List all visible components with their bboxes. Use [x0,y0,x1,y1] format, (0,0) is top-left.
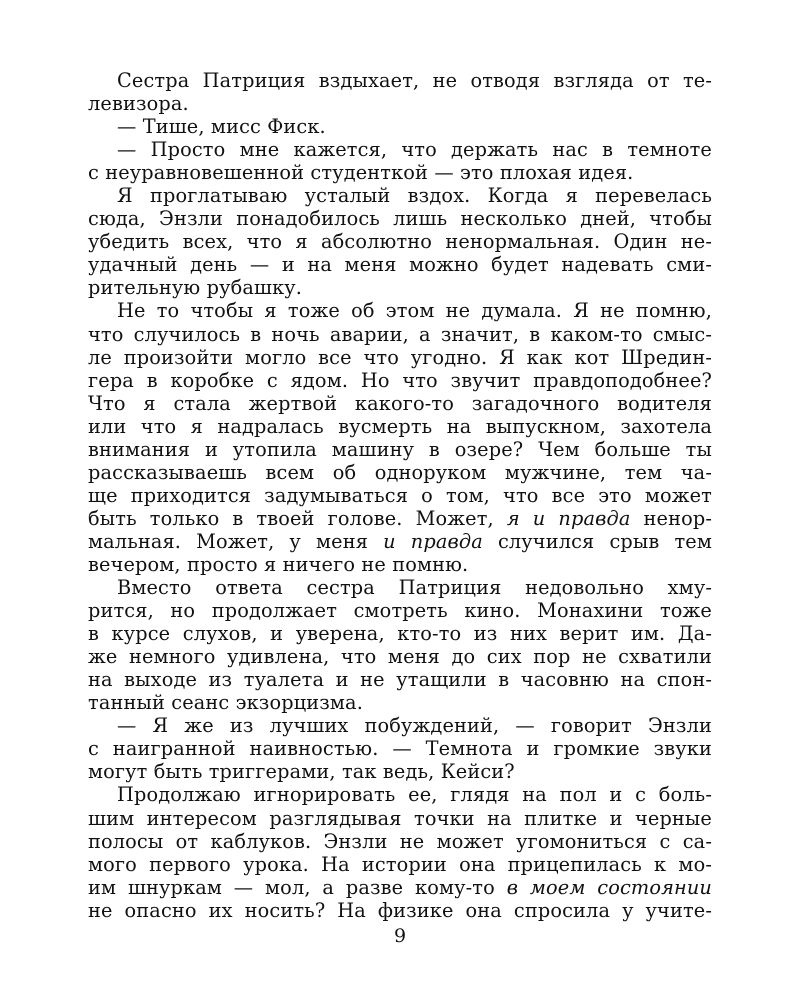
text-line: в курсе слухов, и уверена, кто-то из них верит им. Да- [88,622,712,646]
text-segment: им шнуркам — мол, а разве кому-то [88,875,507,899]
text-line: левизора. [88,92,189,116]
text-line: ще приходится задумываться о том, что все это может [88,483,712,507]
text-segment: быть только в твоей голове. Может, [88,506,507,530]
text-line: Не то чтобы я тоже об этом не думала. Я не помню, [117,299,712,323]
text-segment: ненор- [630,506,712,530]
text-line-with-italic [88,530,712,553]
text-line: ле произойти могло все что угодно. Я как кот Шредин- [88,345,712,369]
text-line-with-italic [88,876,712,899]
paragraph-3 [88,138,712,184]
text-line: мого первого урока. На истории она прицепилась к мо- [88,852,712,876]
text-line: рассказываешь всем об одноруком мужчине, тем ча- [88,460,712,484]
book-page-text [88,69,712,922]
text-line: что случилось в ночь аварии, а значит, в каком-то смыс- [88,322,712,346]
text-line: Сестра Патриция вздыхает, не отводя взгляда от те- [117,69,712,92]
paragraph-8 [88,783,712,921]
italic-phrase: я и правда [506,506,631,530]
text-line: танный сеанс экзорцизма. [88,691,363,715]
text-line: не опасно их носить? На физике она спросила у учите- [88,898,712,922]
text-line: — Тише, мисс Фиск. [117,115,326,139]
text-line: сюда, Энзли понадобилось лишь несколько дней, чтобы [88,207,712,231]
text-line: Вместо ответа сестра Патриция недовольно хму- [117,576,712,600]
text-line: с наигранной наивностью. — Темнота и громкие звуки [88,737,712,761]
italic-phrase: в моем состоянии [506,875,713,899]
text-line: внимания и утопила машину в озере? Чем больше ты [88,437,712,461]
text-segment: случился срыв тем [482,529,712,553]
text-line: же немного удивлена, что меня до сих пор не схватили [88,645,712,669]
page-number: 9 [393,925,407,947]
text-line: полосы от каблуков. Энзли не может угомониться с са- [88,829,712,853]
text-line: вечером, просто я ничего не помню. [88,552,469,576]
text-line: шим интересом разглядывая точки на плитке и черные [88,806,712,830]
text-line: Я проглатываю усталый вздох. Когда я перевелась [117,184,712,208]
text-line: на выходе из туалета и не утащили в часовню на спон- [88,668,712,692]
text-line-with-italic [88,507,712,530]
text-line: — Я же из лучших побуждений, — говорит Энзли [117,714,712,738]
text-line: удачный день — и на меня можно будет надевать сми- [88,253,712,277]
text-segment: мальная. Может, у меня [88,529,384,553]
paragraph-2 [88,115,712,138]
paragraph-4 [88,184,712,299]
text-line: Продолжаю игнорировать ее, глядя на пол и с боль- [117,783,712,807]
text-line: рится, но продолжает смотреть кино. Монахини тоже [88,599,712,623]
text-line: убедить всех, что я абсолютно ненормальная. Один не- [88,230,712,254]
text-line: могут быть триггерами, так ведь, Кейси? [88,760,515,784]
paragraph-1 [88,69,712,115]
text-line: с неуравновешенной студенткой — это плохая идея. [88,161,634,185]
paragraph-7 [88,714,712,783]
text-line: — Просто мне кажется, что держать нас в темноте [117,138,712,162]
italic-phrase: и правда [383,529,483,553]
paragraph-5 [88,299,712,576]
paragraph-6 [88,576,712,714]
text-line: Что я стала жертвой какого-то загадочного водителя [88,391,712,415]
text-line: или что я надралась вусмерть на выпускном, захотела [88,414,712,438]
text-line: гера в коробке с ядом. Но что звучит правдоподобнее? [88,368,712,392]
text-line: рительную рубашку. [88,276,303,300]
